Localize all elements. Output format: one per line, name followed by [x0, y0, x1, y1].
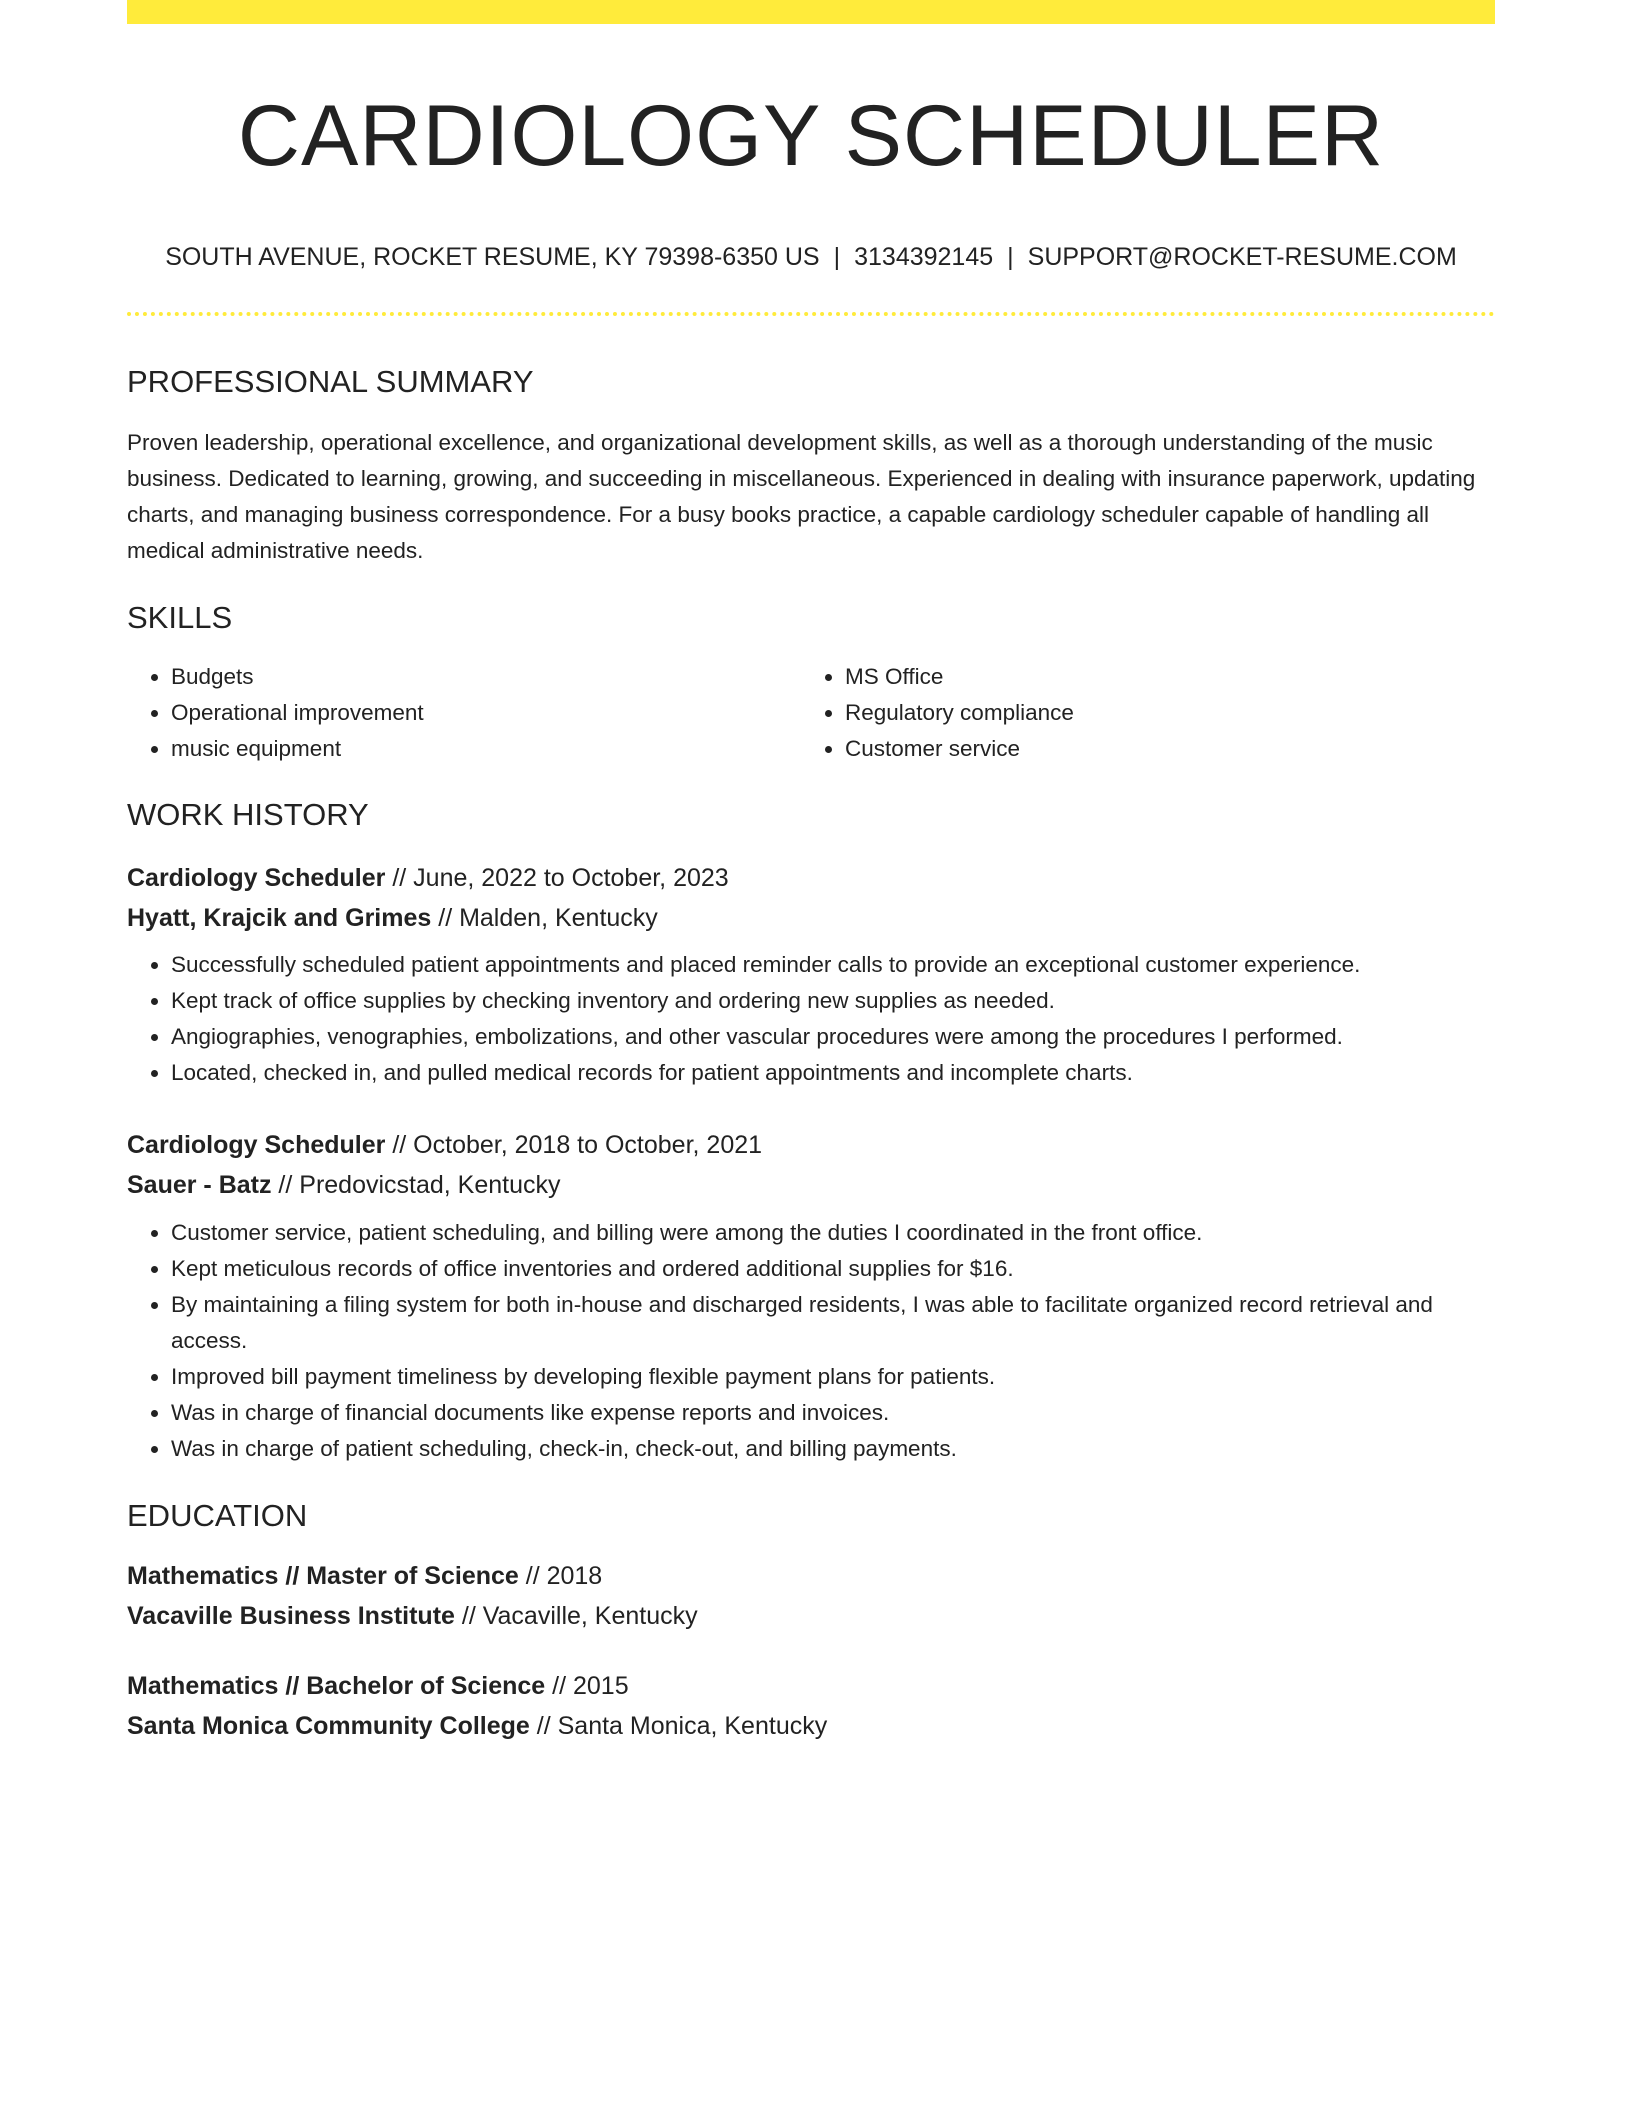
- job-role: Cardiology Scheduler: [127, 1131, 386, 1159]
- degree-name: Mathematics // Bachelor of Science: [127, 1672, 546, 1700]
- school-name: Santa Monica Community College: [127, 1712, 530, 1740]
- top-accent-bar: [127, 0, 1495, 24]
- job-entry: [127, 858, 1495, 1091]
- school-location: // Vacaville, Kentucky: [454, 1602, 698, 1630]
- contact-address: SOUTH AVENUE, ROCKET RESUME, KY 79398-6350 US: [165, 243, 820, 271]
- education-entry: [127, 1556, 1495, 1636]
- job-bullet: • Located, checked in, and pulled medical records for patient appointments and incomplete charts.: [171, 1055, 1495, 1091]
- job-company-line: [127, 898, 1495, 938]
- skills-heading: SKILLS: [127, 600, 233, 635]
- job-bullet: • Angiographies, venographies, embolizations, and other vascular procedures were among the procedures I performed.: [171, 1019, 1495, 1055]
- header-divider: [127, 312, 1495, 316]
- work-history-heading: WORK HISTORY: [127, 797, 369, 832]
- job-title-line: [127, 858, 1495, 898]
- skill-item: • Regulatory compliance: [845, 695, 1475, 731]
- job-bullet: • By maintaining a filing system for both in-house and discharged residents, I was able to facilitate organized record retrieval and access.: [171, 1287, 1495, 1359]
- skills-column-left: [127, 659, 801, 767]
- degree-line: [127, 1666, 1495, 1706]
- job-location: // Predovicstad, Kentucky: [271, 1171, 561, 1199]
- education-heading: EDUCATION: [127, 1498, 308, 1533]
- job-bullet: • Kept track of office supplies by checking inventory and ordering new supplies as needed.: [171, 983, 1495, 1019]
- contact-line: [127, 240, 1495, 274]
- job-company: Sauer - Batz: [127, 1171, 272, 1199]
- job-bullet: • Customer service, patient scheduling, and billing were among the duties I coordinated in the front office.: [171, 1215, 1495, 1251]
- job-bullets: [127, 947, 1495, 1091]
- job-company-line: [127, 1165, 1495, 1205]
- job-bullet: • Successfully scheduled patient appointments and placed reminder calls to provide an exceptional customer experience.: [171, 947, 1495, 983]
- contact-separator: |: [833, 243, 841, 271]
- resume-page: [127, 0, 1495, 1746]
- summary-heading: PROFESSIONAL SUMMARY: [127, 364, 534, 399]
- contact-phone[interactable]: 3134392145: [854, 243, 994, 271]
- degree-line: [127, 1556, 1495, 1596]
- contact-separator: |: [1007, 243, 1014, 271]
- job-title-line: [127, 1125, 1495, 1165]
- skill-item: • Operational improvement: [171, 695, 801, 731]
- degree-name: Mathematics // Master of Science: [127, 1562, 519, 1590]
- skill-item: • Customer service: [845, 731, 1475, 767]
- skill-item: • MS Office: [845, 659, 1475, 695]
- job-bullet: • Improved bill payment timeliness by developing flexible payment plans for patients.: [171, 1359, 1495, 1395]
- school-location: // Santa Monica, Kentucky: [529, 1712, 828, 1740]
- skills-column-right: [801, 659, 1475, 767]
- school-line: [127, 1596, 1495, 1636]
- job-bullet: • Was in charge of financial documents like expense reports and invoices.: [171, 1395, 1495, 1431]
- skill-item: • music equipment: [171, 731, 801, 767]
- job-bullets: [127, 1215, 1495, 1467]
- job-bullet: • Was in charge of patient scheduling, check-in, check-out, and billing payments.: [171, 1431, 1495, 1467]
- degree-year: // 2018: [518, 1562, 603, 1590]
- school-line: [127, 1706, 1495, 1746]
- job-dates: // June, 2022 to October, 2023: [385, 864, 729, 892]
- contact-email[interactable]: SUPPORT@ROCKET-RESUME.COM: [1027, 243, 1457, 271]
- job-dates: // October, 2018 to October, 2021: [385, 1131, 763, 1159]
- skills-list: [127, 659, 1495, 767]
- school-name: Vacaville Business Institute: [127, 1602, 455, 1630]
- job-role: Cardiology Scheduler: [127, 864, 386, 892]
- degree-year: // 2015: [545, 1672, 629, 1700]
- summary-text: Proven leadership, operational excellence, and organizational development skills, as well as a thorough understanding of the music business. Dedicated to learning, growing, and succeeding in miscellaneous. Experienced in dealing with insurance paperwork, updating charts, and managing business correspondence. For a busy books practice, a capable cardiology scheduler capable of handling all medical administrative needs.: [127, 430, 1476, 563]
- candidate-name: CARDIOLOGY SCHEDULER: [237, 88, 1385, 184]
- job-entry: [127, 1125, 1495, 1467]
- job-company: Hyatt, Krajcik and Grimes: [127, 904, 432, 932]
- education-entry: [127, 1666, 1495, 1746]
- job-location: // Malden, Kentucky: [431, 904, 658, 932]
- job-bullet: • Kept meticulous records of office inventories and ordered additional supplies for $16.: [171, 1251, 1495, 1287]
- skill-item: • Budgets: [171, 659, 801, 695]
